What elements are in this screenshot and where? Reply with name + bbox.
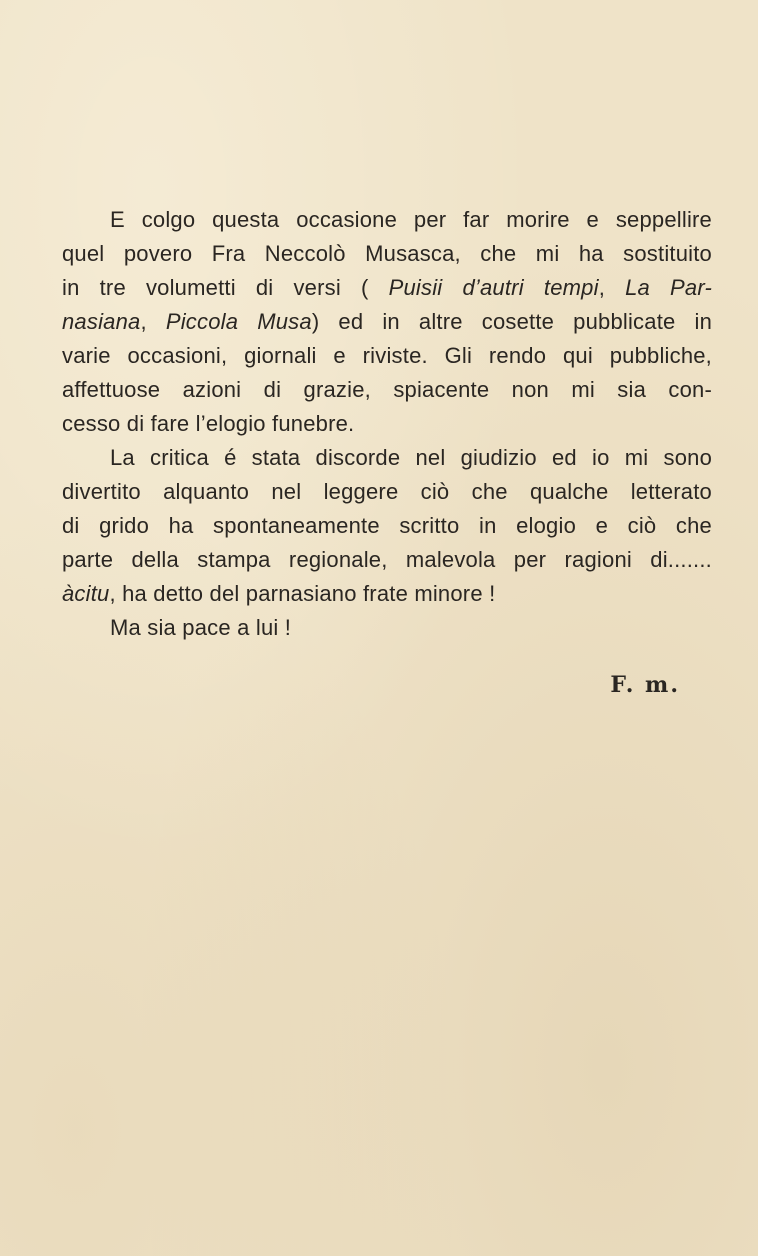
text-line [62,509,712,543]
text-span: in tre volumetti di versi ( [62,275,389,300]
title-la-parnasiana-part2: nasiana [62,309,141,334]
text-line [62,237,712,271]
title-piccola-musa: Piccola Musa [165,309,312,334]
text-span: quel povero Fra Neccolò Musasca, che mi ha sostituito [62,241,712,266]
text-span: affettuose azioni di grazie, spiacente non mi sia con- [62,377,712,402]
text-span: parte della stampa regionale, malevola per ragioni di....... [62,547,712,572]
text-span: , [140,309,166,334]
text-line [62,271,712,305]
title-puisii: Puisii d’autri tempi [388,275,599,300]
text-span: ) ed in altre cosette pubblicate in [311,309,713,334]
text-line [62,475,712,509]
text-span: , ha detto del parnasiano frate minore ! [109,581,496,606]
text-span: divertito alquanto nel leggere ciò che qualche letterato [62,479,712,504]
text-line [62,441,712,475]
paragraph-3 [62,611,712,645]
paragraph-1 [62,203,712,441]
signature-initials: F. m. [610,672,680,698]
text-line [62,407,712,441]
text-line [62,373,712,407]
text-span: cesso di fare l’elogio funebre. [62,411,355,436]
word-acitu: àcitu [62,581,110,606]
text-span: varie occasioni, giornali e riviste. Gli rendo qui pubbliche, [62,343,712,368]
text-span: di grido ha spontaneamente scritto in elogio e ciò che [62,513,712,538]
title-la-parnasiana-part1: La Par- [625,275,713,300]
text-span: , [598,275,626,300]
text-span: La critica é stata discorde nel giudizio ed io mi sono [110,445,712,470]
body-text [62,203,712,645]
text-line [62,203,712,237]
text-line [62,611,712,645]
text-line [62,577,712,611]
text-line [62,339,712,373]
paragraph-2 [62,441,712,611]
text-line [62,543,712,577]
text-span: E colgo questa occasione per far morire e seppellire [110,207,712,232]
text-span: Ma sia pace a lui ! [110,615,292,640]
text-line [62,305,712,339]
